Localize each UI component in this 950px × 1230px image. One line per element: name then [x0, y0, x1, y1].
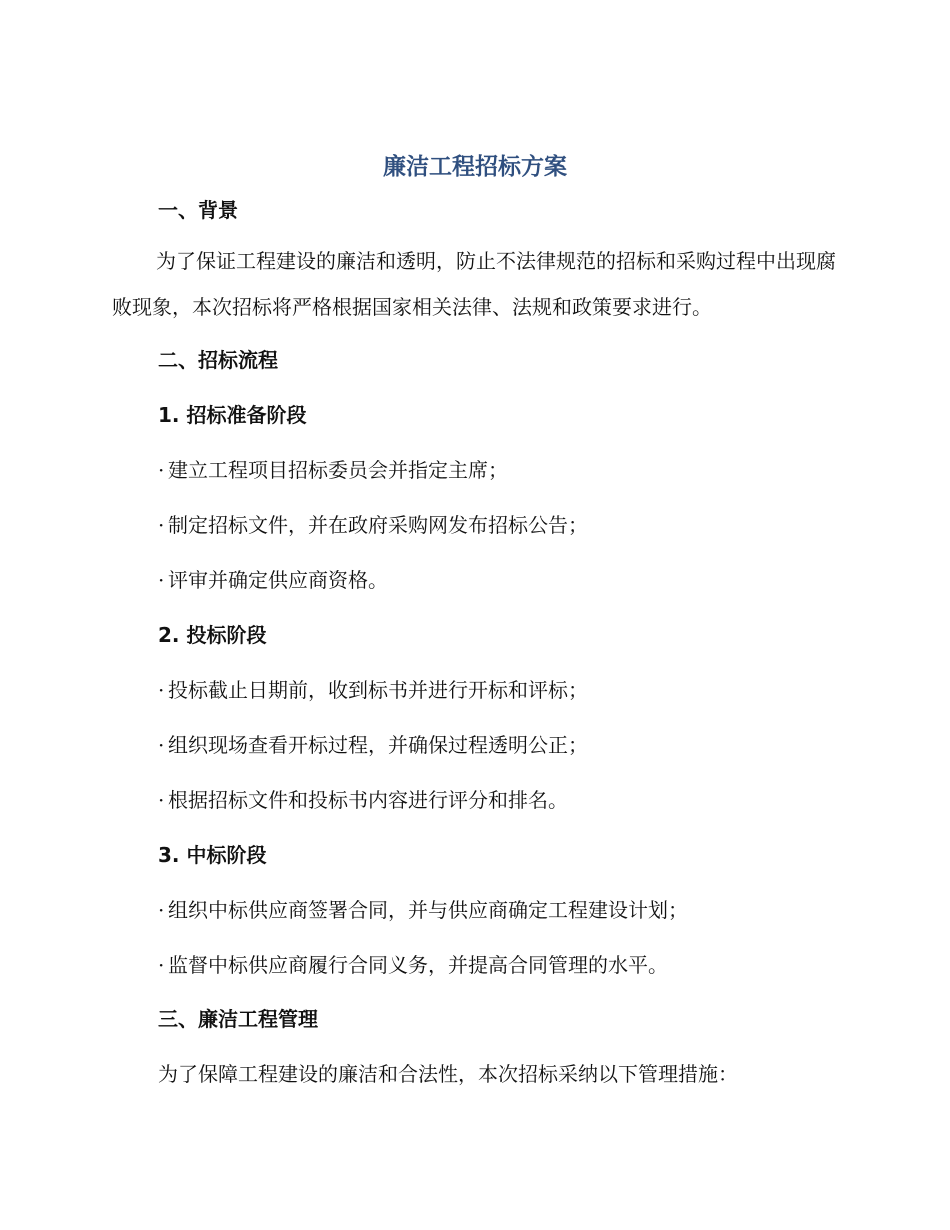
background-paragraph [112, 238, 840, 330]
list-item: · 监督中标供应商履行合同义务，并提高合同管理的水平。 [158, 953, 668, 977]
list-item: · 评审并确定供应商资格。 [158, 568, 388, 592]
bullet-dot: · [158, 513, 165, 537]
stage-heading-award: 3. 中标阶段 [158, 843, 267, 867]
background-paragraph-text: 为了保证工程建设的廉洁和透明，防止不法律规范的招标和采购过程中出现腐败现象，本次招标将严格根据国家相关法律、法规和政策要求进行。 [112, 249, 836, 319]
bullet-dot: · [158, 733, 165, 757]
stage-heading-preparation: 1. 招标准备阶段 [158, 403, 307, 427]
stage-heading-bidding: 2. 投标阶段 [158, 623, 267, 647]
bullet-dot: · [158, 568, 165, 592]
integrity-management-paragraph: 为了保障工程建设的廉洁和合法性，本次招标采纳以下管理措施： [158, 1062, 738, 1086]
list-item: · 组织中标供应商签署合同，并与供应商确定工程建设计划； [158, 898, 688, 922]
section-heading-process: 二、招标流程 [158, 348, 278, 372]
section-heading-integrity-management: 三、廉洁工程管理 [158, 1007, 318, 1031]
list-item: · 组织现场查看开标过程，并确保过程透明公正； [158, 733, 588, 757]
list-item: · 根据招标文件和投标书内容进行评分和排名。 [158, 788, 568, 812]
bullet-dot: · [158, 898, 165, 922]
bullet-dot: · [158, 458, 165, 482]
document-title: 廉洁工程招标方案 [383, 154, 567, 180]
list-item: · 制定招标文件，并在政府采购网发布招标公告； [158, 513, 588, 537]
list-item: · 建立工程项目招标委员会并指定主席； [158, 458, 508, 482]
bullet-dot: · [158, 678, 165, 702]
bullet-dot: · [158, 788, 165, 812]
section-heading-background: 一、背景 [158, 198, 238, 222]
list-item: · 投标截止日期前，收到标书并进行开标和评标； [158, 678, 588, 702]
bullet-dot: · [158, 953, 165, 977]
